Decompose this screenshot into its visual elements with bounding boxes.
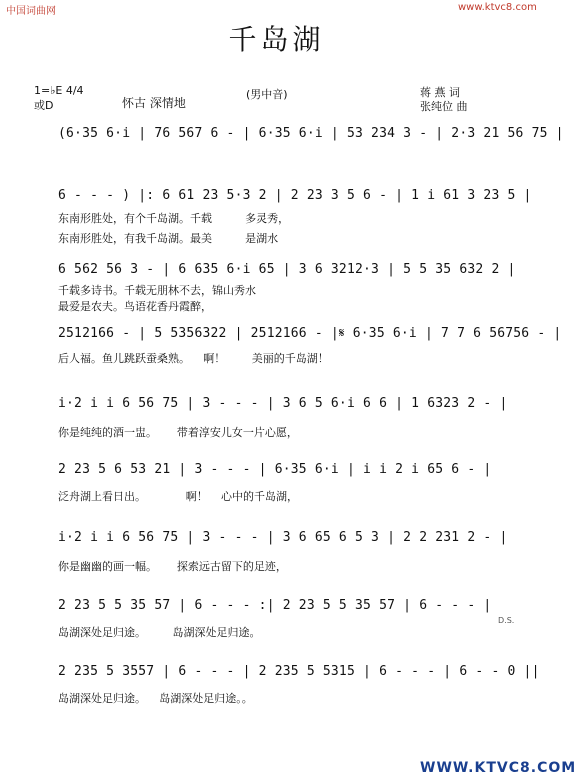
score-line-9: 2 235 5 3557 | 6 - - - | 2 235 5 5315 | 6 - - - | 6 - - 0 || (58, 664, 540, 679)
lyrics-line-5: 你是纯纯的酒一盅。 带着淳安儿女一片心愿， (58, 426, 298, 439)
score-line-5: i·2 i i 6 56 75 | 3 - - - | 3 6 5 6·i 6 6 | 1 6323 2 - | (58, 396, 508, 411)
key-text: 1=♭E 4/4 (34, 84, 84, 97)
composer: 张纯位 曲 (420, 100, 468, 113)
lyrics-line-3a: 千载多诗书。千载无朋林不去，锦山秀水 (58, 284, 256, 297)
lyrics-line-6: 泛舟湖上看日出。 啊！ 心中的千岛湖， (58, 490, 298, 503)
key-alt-text: 或D (34, 99, 54, 112)
score-line-6: 2 23 5 6 53 21 | 3 - - - | 6·35 6·i | i i 2 i 65 6 - | (58, 462, 492, 477)
song-title: 千岛湖 (228, 23, 325, 56)
site-url-bottom-right[interactable]: WWW.KTVC8.COM (420, 760, 576, 776)
site-name-top-left[interactable]: 中国词曲网 (6, 6, 56, 17)
lyrics-line-2b: 东南形胜处，有我千岛湖。最美 是湖水 (58, 232, 279, 245)
score-line-1: (6·35 6·i | 76 567 6 - | 6·35 6·i | 53 234 3 - | 2·3 21 56 75 | (58, 126, 564, 141)
lyrics-line-4: 后人福。鱼儿跳跃蚕桑熟。 啊！ 美丽的千岛湖！ (58, 352, 329, 365)
ds-mark: D.S. (498, 616, 515, 625)
site-url-top-right[interactable]: www.ktvc8.com (458, 2, 537, 13)
voice-type: (男中音) (246, 88, 288, 101)
score-line-4: 2512166 - | 5 5356322 | 2512166 - |𝄋 6·35 6·i | 7 7 6 56756 - | (58, 326, 562, 341)
score-line-2: 6 - - - ) |: 6 61 23 5·3 2 | 2 23 3 5 6 - | 1 i 61 3 23 5 | (58, 188, 532, 203)
score-line-7: i·2 i i 6 56 75 | 3 - - - | 3 6 65 6 5 3 | 2 2 231 2 - | (58, 530, 508, 545)
credits (420, 86, 468, 114)
key-signature (34, 84, 84, 113)
expression-mark: 怀古 深情地 (122, 96, 186, 110)
score-line-8: 2 23 5 5 35 57 | 6 - - - :| 2 23 5 5 35 57 | 6 - - - | (58, 598, 492, 613)
score-line-3: 6 562 56 3 - | 6 635 6·i 65 | 3 6 3212·3 | 5 5 35 632 2 | (58, 262, 516, 277)
lyricist: 蒋 燕 词 (420, 86, 460, 99)
lyrics-line-8: 岛湖深处足归途。 岛湖深处足归途。 (58, 626, 261, 639)
lyrics-line-7: 你是幽幽的画一幅。 探索远古留下的足迹， (58, 560, 287, 573)
lyrics-line-9: 岛湖深处足归途。 岛湖深处足归途。。 (58, 692, 253, 705)
lyrics-line-3b: 最爱是农夫。鸟语花香丹霞醉， (58, 300, 212, 313)
lyrics-line-2a: 东南形胜处，有个千岛湖。千载 多灵秀， (58, 212, 290, 225)
